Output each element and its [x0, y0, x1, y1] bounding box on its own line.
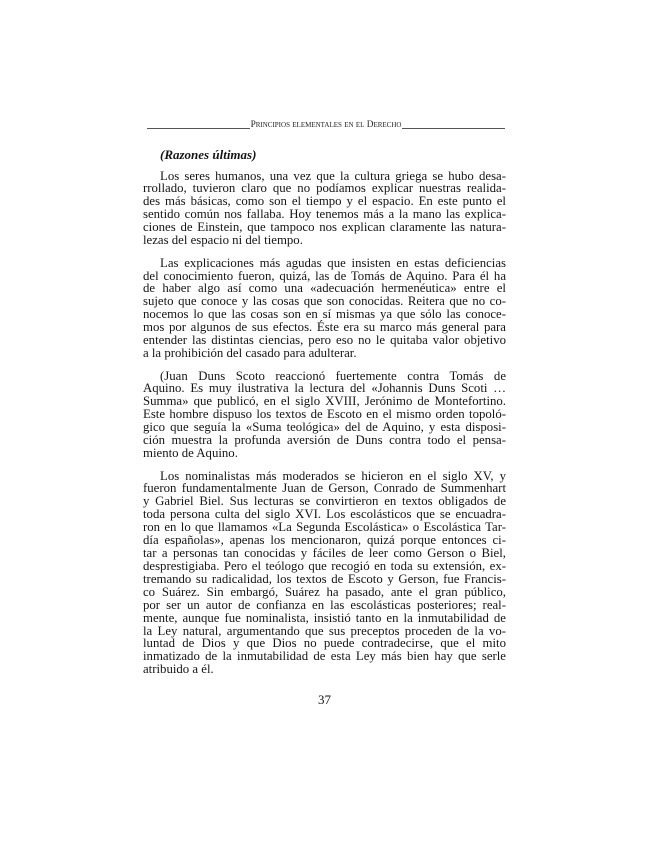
text-line: la Ley natural, argumentando que sus preceptos proceden de la vo-: [143, 623, 506, 638]
text-line: del conocimiento fueron, quizá, las de Tomás de Aquino. Para él ha: [143, 268, 506, 283]
page-number: 37: [318, 692, 331, 707]
text-line: a la prohibición del casado para adulterar.: [143, 346, 357, 361]
text-line: rrollado, tuvieron claro que no podíamos explicar nuestras realida-: [143, 181, 506, 196]
text-line: día españolas», apenas los mencionaron, quizá porque entonces ci-: [143, 533, 506, 548]
text-line: sujeto que conoce y las cosas que son conocidas. Reitera que no co-: [143, 294, 506, 309]
section-heading: (Razones últimas): [160, 147, 257, 162]
text-line: tremando su radicalidad, los textos de Escoto y Gerson, fue Francis-: [143, 571, 506, 586]
text-line: sentido común nos fallaba. Hoy tenemos más a la mano las explica-: [143, 207, 506, 222]
text-line: Los nominalistas más moderados se hicieron en el siglo XV, y: [160, 468, 506, 483]
text-line: ron en lo que llamamos «La Segunda Escolástica» o Escolástica Tar-: [143, 520, 506, 535]
text-line: Aquino. Es muy ilustrativa la lectura del «Johannis Duns Scoti …: [143, 381, 506, 396]
text-line: luntad de Dios y que Dios no puede contradecirse, que el mito: [143, 636, 506, 651]
text-line: Este hombre dispuso los textos de Escoto en el mismo orden topoló-: [143, 407, 506, 422]
paragraph: [143, 170, 506, 248]
text-line: desprestigiaba. Pero el teólogo que recogió en toda su extensión, ex-: [143, 558, 506, 573]
text-line: mente, aunque fue nominalista, insistió tanto en la inmutabilidad de: [143, 610, 506, 625]
text-line: entender las distintas ciencias, pero eso no le quitaba valor objetivo: [143, 333, 506, 348]
paragraph: [143, 257, 506, 360]
paragraph: [143, 470, 506, 677]
text-line: gico que seguía la «Suma teológica» del de Aquino, y esta disposi-: [143, 420, 506, 435]
running-header: [147, 120, 505, 131]
text-line: Las explicaciones más agudas que insisten en estas deficiencias: [160, 255, 506, 270]
text-line: (Juan Duns Scoto reaccionó fuertemente contra Tomás de: [160, 368, 506, 383]
paragraph: [143, 370, 506, 460]
text-line: ciones de Einstein, que tampoco nos explican claramente las natura-: [143, 220, 506, 235]
text-line: des más básicas, como son el tiempo y el espacio. En este punto el: [143, 194, 506, 209]
text-line: fueron fundamentalmente Juan de Gerson, Conrado de Summenhart: [143, 481, 506, 496]
text-line: inmatizado de la inmutabilidad de esta Ley más bien hay que serle: [143, 649, 506, 664]
text-line: por ser un autor de confianza en las escolásticas posteriores; real-: [143, 597, 506, 612]
header-rule-right: [402, 128, 505, 129]
text-line: Los seres humanos, una vez que la cultura griega se hubo desa-: [160, 168, 506, 183]
text-line: tar a personas tan conocidas y fáciles de leer como Gerson o Biel,: [143, 546, 506, 561]
text-line: ción muestra la profunda aversión de Duns contra todo el pensa-: [143, 433, 506, 448]
text-line: co Suárez. Sin embargó, Suárez ha pasado, ante el gran público,: [143, 584, 506, 599]
header-rule-left: [147, 128, 250, 129]
text-line: lezas del espacio ni del tiempo.: [143, 233, 303, 248]
text-line: Summa» que publicó, en el siglo XVIII, Jerónimo de Montefortino.: [143, 394, 506, 409]
text-line: atribuido a él.: [143, 662, 214, 677]
text-line: nocemos lo que las cosas son en sí mismas ya que sólo las conoce-: [143, 307, 506, 322]
text-line: y Gabriel Biel. Sus lecturas se convirtieron en textos obligados de: [143, 494, 506, 509]
text-line: miento de Aquino.: [143, 446, 238, 461]
text-line: de haber algo así como una «adecuación hermenéutica» entre el: [143, 281, 506, 296]
running-title: Principios elementales en el Derecho: [250, 120, 402, 130]
text-line: mos por algunos de sus efectos. Éste era su marco más general para: [143, 320, 506, 335]
text-line: toda persona culta del siglo XVI. Los escolásticos que se encuadra-: [143, 507, 506, 522]
